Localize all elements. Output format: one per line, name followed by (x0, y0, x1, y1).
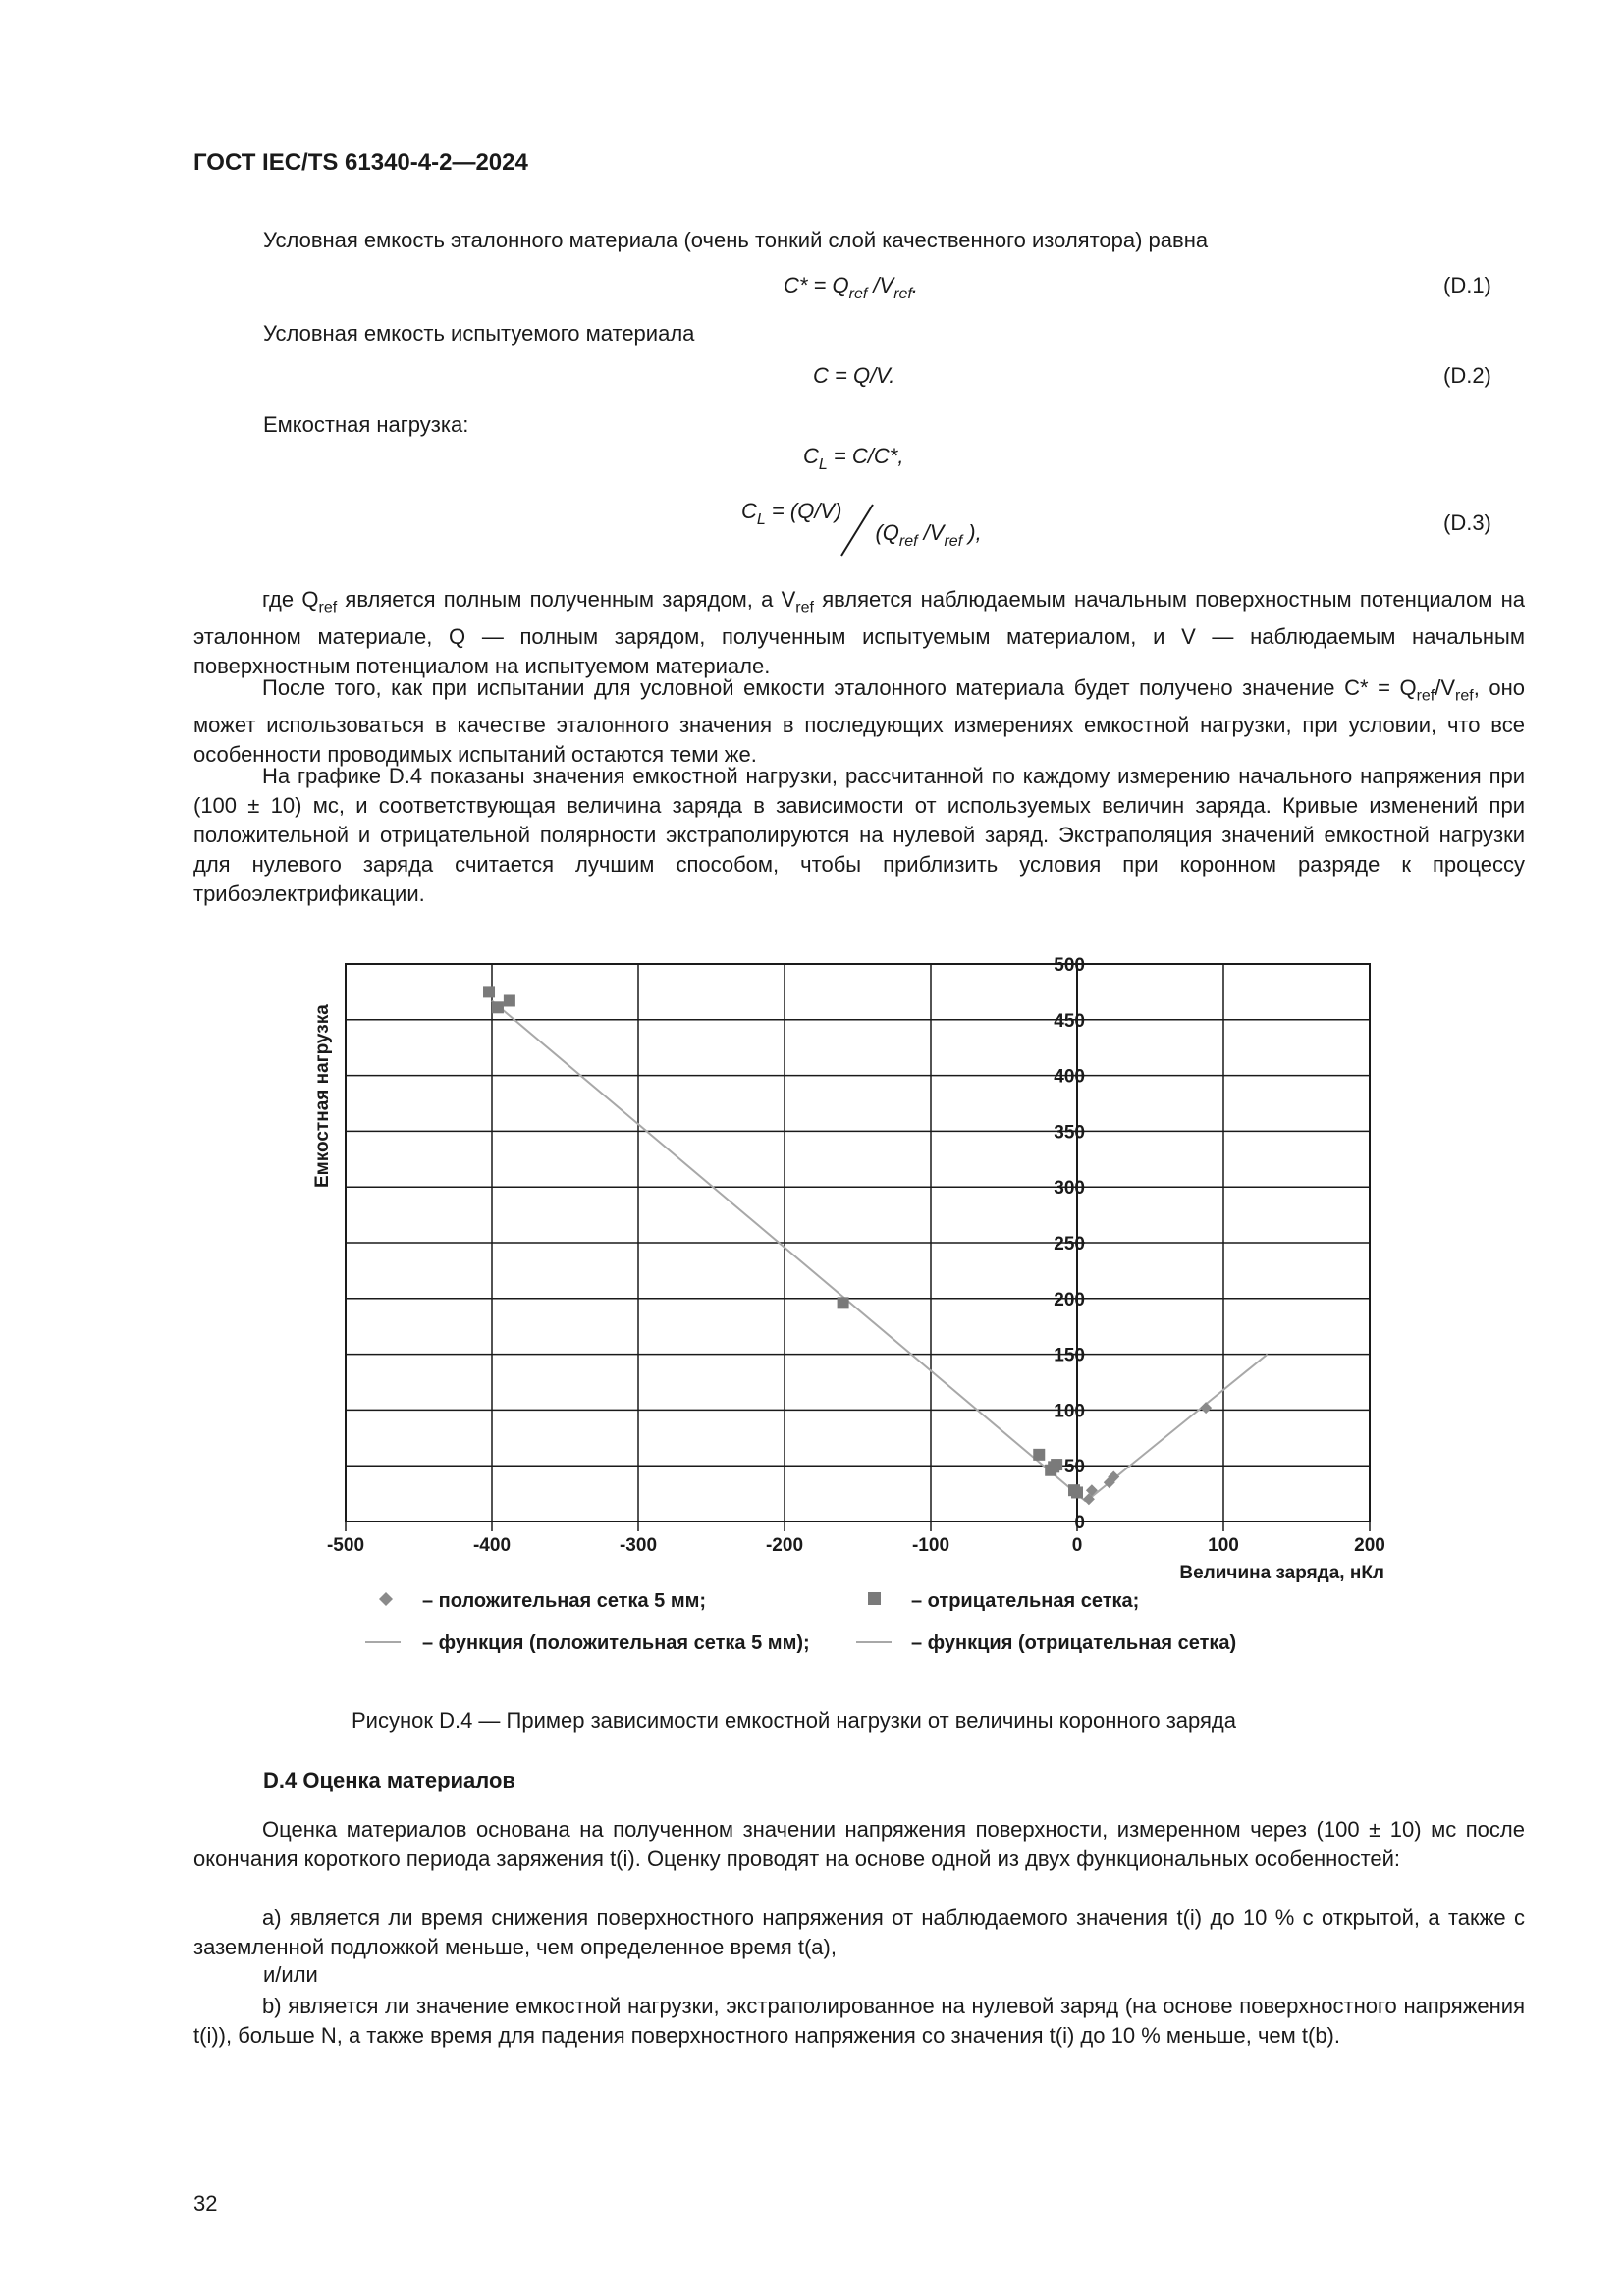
y-tick-label: 350 (1054, 1122, 1085, 1144)
y-tick-label: 200 (1054, 1289, 1085, 1310)
section-paragraph: Оценка материалов основана на полученном значении напряжения поверхности, измеренном через (100 ± 10) мс после окончания короткого периода заряжения t(i). Оценку проводят на основе одной из двух функциональных особенностей: (193, 1817, 1525, 1871)
data-point-positive (1200, 1402, 1212, 1414)
paragraph-definitions: где $Q_{ref}$ является полным полученным зарядом, а $V_{ref}$ является наблюдаемым начальным поверхностным потенциалом на эталонном материале, Q — полным зарядом, полученным испытуемым материалом, и V — наблюдаемым начальным поверхностным потенциалом на испытуемом материале. (193, 587, 1525, 679)
x-tick-label: 0 (1071, 1535, 1083, 1556)
page-number: 32 (193, 2191, 218, 2216)
x-tick-label: -400 (472, 1535, 512, 1556)
y-tick-label: 50 (1063, 1457, 1085, 1478)
chart-grid (346, 964, 1370, 1531)
paragraph-reference-value: После того, как при испытании для условной емкости эталонного материала будет получено значение $C* = Q_{ref}/V_{ref}$, оно может использоваться в качестве эталонного значения в последующих измерениях емкостной нагрузки, при условии, что все особенности проводимых испытаний остаются теми же. (193, 675, 1525, 768)
figure-caption: Рисунок D.4 — Пример зависимости емкостной нагрузки от величины коронного заряда (352, 1708, 1236, 1733)
y-tick-label: 300 (1054, 1178, 1085, 1200)
equation-number-d1: (D.1) (1443, 273, 1491, 297)
data-point-negative (504, 994, 515, 1006)
chart-data-points (483, 986, 1212, 1505)
y-tick-label: 100 (1054, 1401, 1085, 1422)
text-and-or: и/или (263, 1962, 318, 1987)
legend-item-function-positive: – функция (положительная сетка 5 мм); (422, 1632, 810, 1654)
y-axis-label: Емкостная нагрузка (312, 1004, 333, 1188)
y-tick-label: 0 (1074, 1513, 1085, 1533)
y-tick-label: 450 (1054, 1010, 1085, 1032)
text-line-reference-capacitance: Условная емкость эталонного материала (очень тонкий слой качественного изолятора) равна (263, 228, 1209, 252)
data-point-negative (1033, 1449, 1045, 1461)
data-point-negative (483, 986, 495, 997)
x-axis-label: Величина заряда, нКл (1179, 1563, 1384, 1583)
equation-d2: C = Q/V. (813, 363, 895, 388)
legend-item-positive: – положительная сетка 5 мм; (422, 1590, 707, 1612)
text-line-test-capacitance: Условная емкость испытуемого материала (263, 321, 695, 346)
equation-d3a: $C_L = C/C*$, (803, 444, 904, 473)
list-item-a: a) является ли время снижения поверхностного напряжения от наблюдаемого значения t(i) до 10 % с открытой, а также с заземленной подложкой меньше, чем определенное время t(a), (193, 1905, 1525, 1959)
legend-square-marker (868, 1592, 881, 1605)
text-line-capacitive-load: Емкостная нагрузка: (263, 412, 469, 437)
data-point-negative (1051, 1459, 1062, 1470)
y-tick-label: 150 (1054, 1345, 1085, 1366)
y-tick-label: 250 (1054, 1234, 1085, 1255)
chart-legend (365, 1590, 1236, 1654)
equation-number-d2: (D.2) (1443, 363, 1491, 388)
data-point-negative (838, 1297, 849, 1308)
list-item-b: b) является ли значение емкостной нагрузки, экстраполированное на нулевой заряд (на основе поверхностного напряжения t(i)), больше N, а также время для падения поверхностного напряжения со значения t(i) до 10 % меньше, чем t(b). (193, 1994, 1525, 2048)
legend-diamond-marker (379, 1592, 393, 1606)
equation-d3b: $C_L = (Q/V)(Q_{ref}$ $/V_{ref}$ ), (741, 499, 982, 550)
section-title: D.4 Оценка материалов (263, 1768, 515, 1792)
x-tick-label: -500 (326, 1535, 365, 1556)
legend-item-function-negative: – функция (отрицательная сетка) (911, 1632, 1237, 1654)
x-tick-label: 200 (1354, 1535, 1385, 1556)
y-tick-label: 500 (1054, 955, 1085, 976)
x-tick-label: -100 (911, 1535, 950, 1556)
document-title: ГОСТ IEC/TS 61340-4-2—2024 (193, 149, 528, 176)
equation-d1: $C* = Q_{ref}$ $/V_{ref}$. (784, 273, 919, 302)
equation-number-d3: (D.3) (1443, 510, 1491, 535)
y-tick-label: 400 (1054, 1066, 1085, 1088)
x-tick-label: -200 (765, 1535, 804, 1556)
legend-item-negative: – отрицательная сетка; (911, 1590, 1140, 1612)
data-point-negative (492, 1001, 504, 1013)
data-point-negative (1071, 1486, 1083, 1498)
x-tick-label: -300 (619, 1535, 658, 1556)
x-tick-label: 100 (1208, 1535, 1239, 1556)
paragraph-graph-description: На графике D.4 показаны значения емкостной нагрузки, рассчитанной по каждому измерению начального напряжения при (100 ± 10) мс, и соответствующая величина заряда в зависимости от используемых величин заряда. Кривые изменений при положительной и отрицательной полярности экстраполируются на нулевой заряд. Экстраполяция значений емкостной нагрузки для нулевого заряда считается лучшим способом, чтобы приблизить условия при коронном разряде к процессу трибоэлектрификации. (193, 764, 1525, 906)
